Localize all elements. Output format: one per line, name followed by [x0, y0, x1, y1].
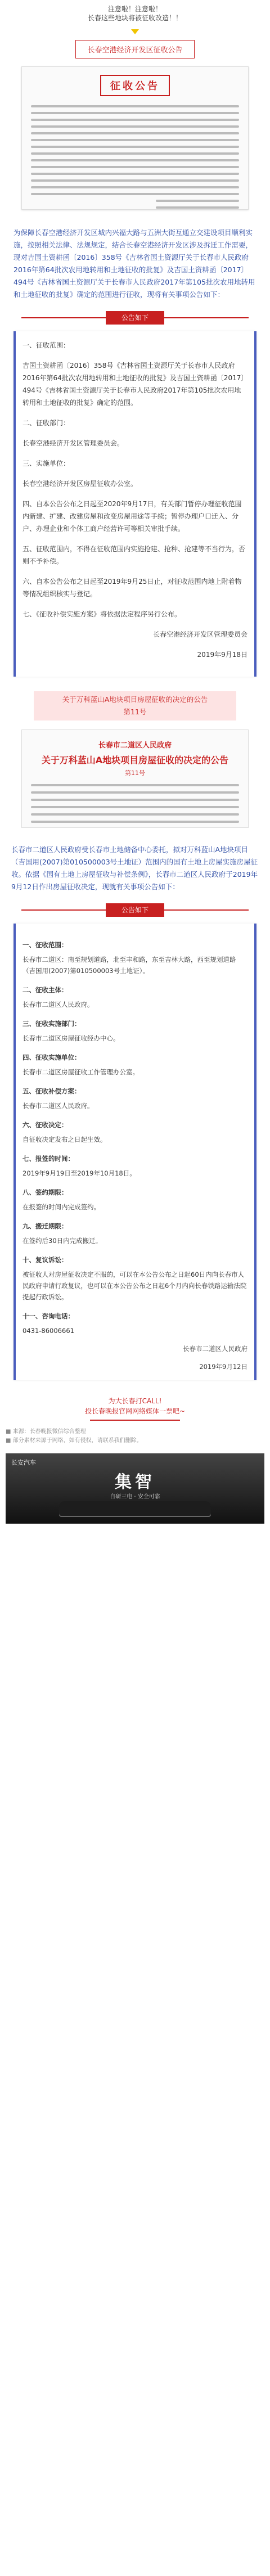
section-heading: 五、征收补偿方案：	[22, 1087, 81, 1095]
doc-head-1: 长春市二道区人民政府	[98, 741, 172, 750]
divider	[90, 1420, 180, 1421]
vote-callout[interactable]	[0, 1396, 270, 1421]
vote-line-2: 投长春晚报官网网络媒体一票吧~	[84, 1407, 186, 1415]
section-heading: 八、签约期限：	[22, 1188, 68, 1196]
advertisement-banner[interactable]	[6, 1453, 264, 1524]
section-title-2-line-2: 第11号	[123, 708, 147, 716]
doc-head-2: 关于万科蓝山A地块项目房屋征收的决定的公告	[41, 755, 229, 765]
notice-item: 吉国土资耕函〔2016〕358号《吉林省国土资源厅关于长春市人民政府2016年第64批次农用地转用和土地征收的批复》及吉国土资耕函〔2017〕494号《吉林省国土资源厅关于长春市人民政府2017年第105批次农用地转用和土地征收的批复》确定的范围。	[22, 362, 245, 407]
notice-image-1	[21, 66, 249, 210]
section-text: 长春市二道区人民政府。	[22, 1001, 94, 1008]
notice-image-2	[21, 729, 249, 828]
notice-item: 七、《征收补偿实施方案》将依据法定程序另行公布。	[22, 610, 182, 618]
section-text: 在签约后30日内完成搬迁。	[22, 1237, 102, 1245]
section-text: 自征收决定发布之日起生效。	[22, 1136, 107, 1143]
notice-item: 一、征收范围：	[22, 341, 70, 349]
notice-item: 长春空港经济开发区管理委员会。	[22, 439, 124, 447]
section-heading: 六、征收决定：	[22, 1121, 68, 1129]
footer-notes	[6, 1427, 264, 1445]
section-text: 2019年9月19日至2019年10月18日。	[22, 1169, 136, 1177]
vote-line-1: 为大长春打CALL!	[108, 1397, 162, 1405]
section-heading: 三、征收实施部门：	[22, 1020, 81, 1028]
car-image	[59, 1501, 211, 1517]
notice-item: 六、自本公告公布之日起至2019年9月25日止，对征收范围内地上附着物等情况组织核实与登记。	[22, 578, 242, 598]
down-arrow-icon	[131, 29, 139, 34]
banner-notice-1: 公告如下	[106, 311, 164, 325]
section-text: 长春市二道区：南至规划道路，北至丰和路，东至吉林大路，西至规划道路（吉国用(2007)第010500003号土地证）。	[22, 956, 236, 975]
notice-signature: 长春空港经济开发区管理委员会	[152, 631, 248, 638]
footer-source: ■ 来源：长春晚报微信综合整理	[6, 1429, 86, 1435]
ad-subtitle: 自研三电 · 安全可靠	[110, 1494, 160, 1500]
section-heading: 十、复议诉讼：	[22, 1256, 68, 1264]
section-text: 长春市二道区房屋征收经办中心。	[22, 1034, 120, 1042]
notice-card-2	[14, 924, 256, 1380]
section-heading: 九、搬迁期限：	[22, 1222, 68, 1230]
notice-intro-2: 长春市二道区人民政府受长春市土地储备中心委托，拟对万科蓝山A地块项目（吉国用(2007)第010500003号土地证）范围内的国有土地上房屋实施房屋征收。依据《国有土地上房屋征收与补偿条例》，长春市二道区人民政府于2019年9月12日作出房屋征收决定，现就有关事项公告如下：	[11, 845, 258, 891]
banner-notice-2: 公告如下	[106, 903, 164, 917]
notice-item: 二、征收部门：	[22, 419, 70, 427]
header-line-1: 注意啦！注意啦！	[107, 5, 162, 13]
section-heading: 十一、咨询电话：	[22, 1312, 74, 1320]
notice-card-1	[14, 331, 256, 677]
section-title-1: 长春空港经济开发区征收公告	[75, 40, 195, 58]
notice-date: 2019年9月18日	[197, 651, 248, 659]
section-heading: 一、征收范围：	[22, 941, 68, 949]
section-text: 在报签的时间内完成签约。	[22, 1203, 100, 1211]
notice-item: 四、自本公告公布之日起至2020年9月17日，有关部门暂停办理征收范围内新建、扩建、改建房屋和改变房屋用途等手续；暂停办理户口迁入、分户、办理企业和个体工商户经营许可等相关审批手续。	[22, 500, 242, 533]
notice-signature: 长春市二道区人民政府	[183, 1345, 248, 1353]
ad-title: 集智	[115, 1472, 155, 1492]
section-heading: 四、征收实施单位：	[22, 1053, 81, 1061]
section-text: 0431-86006661	[22, 1327, 74, 1335]
notice-item: 长春空港经济开发区房屋征收办公室。	[22, 480, 138, 488]
header-line-2: 长春这些地块将被征收改造！！	[87, 14, 182, 22]
notice-image-title: 征收公告	[100, 75, 170, 96]
section-text: 长春市二道区房屋征收工作管理办公室。	[22, 1068, 139, 1076]
section-text: 被征收人对房屋征收决定不服的，可以在本公告公布之日起60日内向长春市人民政府申请行政复议，也可以在本公告公布之日起6个月内向长春铁路运输法院提起行政诉讼。	[22, 1271, 247, 1301]
section-text: 长春市二道区人民政府。	[22, 1102, 94, 1110]
section-heading: 二、征收主体：	[22, 986, 68, 994]
header	[0, 0, 270, 27]
section-title-2	[34, 691, 236, 720]
notice-item: 三、实施单位：	[22, 460, 70, 467]
footer-disclaimer: ■ 部分素材来源于网络，如有侵权，请联系我们删除。	[6, 1438, 142, 1444]
section-title-2-line-1: 关于万科蓝山A地块项目房屋征收的决定的公告	[62, 695, 208, 704]
ad-brand: 长安汽车	[11, 1459, 36, 1466]
section-heading: 七、报签的时间：	[22, 1155, 74, 1163]
notice-intro-1: 为保障长春空港经济开发区城内兴福大路与五洲大街互通立交建设项目顺利实施，按照相关法律、法规规定，结合长春空港经济开发区涉及拆迁工作需要，现对吉国土资耕函〔2016〕358号《吉林省国土资源厅关于长春市人民政府2016年第64批次农用地转用和土地征收的批复》及吉国土资耕函〔2017〕494号《吉林省国土资源厅关于长春市人民政府2017年第105批次农用地转用和土地征收的批复》确定的范围进行征收，现将有关事项公告如下：	[14, 228, 255, 299]
doc-head-3: 第11号	[125, 769, 145, 777]
notice-date: 2019年9月12日	[199, 1363, 248, 1371]
notice-item: 五、征收范围内，不得在征收范围内实施抢建、抢种、抢建等不当行为，否则不予补偿。	[22, 545, 246, 565]
